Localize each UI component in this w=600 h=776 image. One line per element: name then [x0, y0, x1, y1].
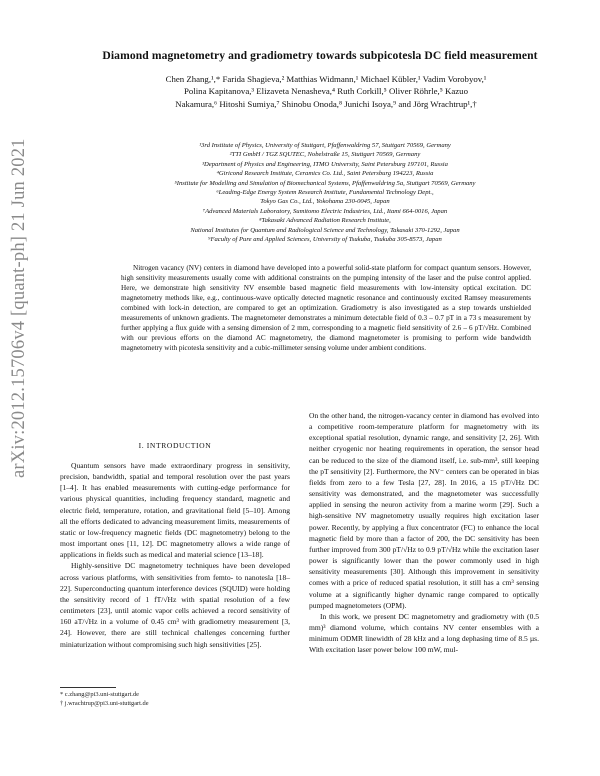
author-line: Chen Zhang,¹,* Farida Shagieva,² Matthias Widmann,¹ Michael Kübler,¹ Vadim Vorobyov,¹ — [165, 74, 487, 84]
body-paragraph: On the other hand, the nitrogen-vacancy center in diamond has evolved into a competitive room-temperature platform for magnetometry with its exceptional spatial resolution, dynamic range, and sensitivity [2, 26]. With neither cryogenic nor heating requirements in operation, the sensor head can be reduced to the size of the diamond itself, i.e. sub-mm³, still keeping the pT sensitivity [2]. Furthermore, the NV⁻ centers can be operated in bias fields from zero to a few Tesla [27, 28]. In 2016, a 15 pT/√Hz DC sensitivity was demonstrated, and the magnetometer was successfully applied in sensing the neuron activity from a marine worm [29]. Such a high-sensitive NV magnetometry usually requires high excitation laser power. Recently, by applying a flux concentrator (FC) to enhance the local magnetic field by more than a factor of 200, the DC sensitivity has been further improved from 300 pT/√Hz to 0.9 pT/√Hz while the excitation laser power is significantly lower than the power commonly used in high sensitivity measurements [30]. Although this improvement in sensitivity comes with a price of reduced spatial resolution, it still has a cm³ sensing volume at a significantly higher dynamic range compared to optically pumped magnetometers (OPM). — [309, 411, 539, 610]
body-paragraph: Highly-sensitive DC magnetometry techniques have been developed across various platforms, with sensitivities from femto- to nanotesla [18–22]. Superconducting quantum interference devices (SQUID) were holding the sensitivity record of 1 fT/√Hz with spatial resolution of a few centimeters [23], until atomic vapor cells achieved a record sensitivity of 160 aT/√Hz in a volume of 0.45 cm³ with gradiometry measurement [3, 24]. However, there are still technical challenges concerning further miniaturization without compromising such high sensitivities [25]. — [60, 561, 290, 649]
affiliation: ⁴Giricond Research Institute, Ceramics Co. Ltd., Saint Petersburg 194223, Russia — [216, 170, 434, 178]
footnote-email: * c.zhang@pi3.uni-stuttgart.de — [60, 691, 140, 698]
affiliation: ⁹Faculty of Pure and Applied Sciences, University of Tsukuba, Tsukuba 305-8573, Japan — [208, 236, 442, 244]
footnotes — [60, 690, 290, 708]
affiliation: ⁶Leading-Edge Energy System Research Institute, Fundamental Technology Dept., — [216, 189, 434, 197]
affiliation: Tokyo Gas Co., Ltd., Yokohama 230-0045, Japan — [260, 198, 390, 206]
affiliation: ³Department of Physics and Engineering, ITMO University, Saint Petersburg 197101, Russia — [202, 160, 448, 168]
footnote-rule — [60, 687, 116, 688]
author-list — [86, 73, 566, 110]
abstract-text: Nitrogen vacancy (NV) centers in diamond have developed into a powerful solid-state platform for compact quantum sensors. However, high sensitivity measurements usually come with additional constraints on the pumping intensity of the laser and the pulse control applied. Here, we demonstrate high sensitivity NV ensemble based magnetic field measurements with low-intensity optical excitation. DC magnetometry methods like, e.g., continuous-wave optically detected magnetic resonance and continuously excited Ramsey measurements combined with lock-in detection, are compared to get an optimization. Gradiometry is also investigated as a step towards unshielded measurements of unknown gradients. The magnetometer demonstrates a minimum detectable field of 0.3 – 0.7 pT in a 73 s measurement by further applying a flux guide with a sensing dimension of 2 mm, corresponding to a magnetic field sensitivity of 2.6 – 6 pT/√Hz. Combined with our previous efforts on the diamond AC magnetometry, the diamond magnetometer is promising to perform wide bandwidth magnetometry with picotesla sensitivity and a cubic-millimeter sensing volume under ambient conditions. — [121, 264, 531, 352]
body-paragraph: Quantum sensors have made extraordinary progress in sensitivity, precision, bandwidth, spatial and temporal resolution over the past years [1–4]. It has enabled measurements with cutting-edge performance for various physical quantities, including frequency standard, magnetic and electric field, temperature, rotation, and gravitational field [5–10]. Among all the efforts dedicated to advancing measurement limits, measurements of static or low-frequency magnetic fields (DC magnetometry) belong to the most important ones [11, 12]. DC magnetometry allows a wide range of applications in fields such as medical and material science [13–18]. — [60, 461, 290, 560]
affiliation: ⁷Advanced Materials Laboratory, Sumitomo Electric Industries, Ltd., Itami 664-0016, Japan — [202, 207, 448, 215]
paper-title: Diamond magnetometry and gradiometry towards subpicotesla DC field measurement — [102, 49, 538, 62]
affiliation: ²TTI GmbH / TGZ SQUTEC, Nobelstraße 15, Stuttgart 70569, Germany — [229, 151, 421, 159]
arxiv-identifier: arXiv:2012.15706v4 [quant-ph] 21 Jun 2021 — [9, 138, 29, 478]
affiliation: National Institutes for Quantum and Radiological Science and Technology, Takasaki 370-1292, Japan — [190, 226, 460, 234]
body-paragraph: In this work, we present DC magnetometry and gradiometry with (0.5 mm)³ diamond volume, which contains NV center ensembles with a minimum ODMR linewidth of 28 kHz and a long dephasing time of 8.5 µs. With excitation laser power below 100 mW, mul- — [309, 611, 539, 655]
affiliation-list — [46, 141, 600, 244]
abstract — [121, 264, 531, 354]
affiliation: ¹3rd Institute of Physics, University of Stuttgart, Pfaffenwaldring 57, Stuttgart 70569, Germany — [199, 142, 451, 149]
footnote-email: † j.wrachtrup@pi3.uni-stuttgart.de — [60, 700, 149, 708]
author-line: Polina Kapitanova,³ Elizaveta Nenasheva,⁴ Ruth Corkill,⁵ Oliver Röhrle,⁵ Kazuo — [184, 86, 468, 97]
affiliation: ⁵Institute for Modelling and Simulation of Biomechanical Systems, Pfaffenwaldring 5a, Stuttgart 70569, Germany — [174, 179, 476, 187]
author-line: Nakamura,⁶ Hitoshi Sumiya,⁷ Shinobu Onoda,⁸ Junichi Isoya,⁹ and Jörg Wrachtrup¹,† — [175, 98, 477, 109]
right-column — [309, 410, 539, 655]
affiliation: ⁸Takasaki Advanced Radiation Research Institute, — [259, 217, 391, 225]
section-heading: I. INTRODUCTION — [138, 441, 212, 450]
left-column — [60, 460, 290, 650]
